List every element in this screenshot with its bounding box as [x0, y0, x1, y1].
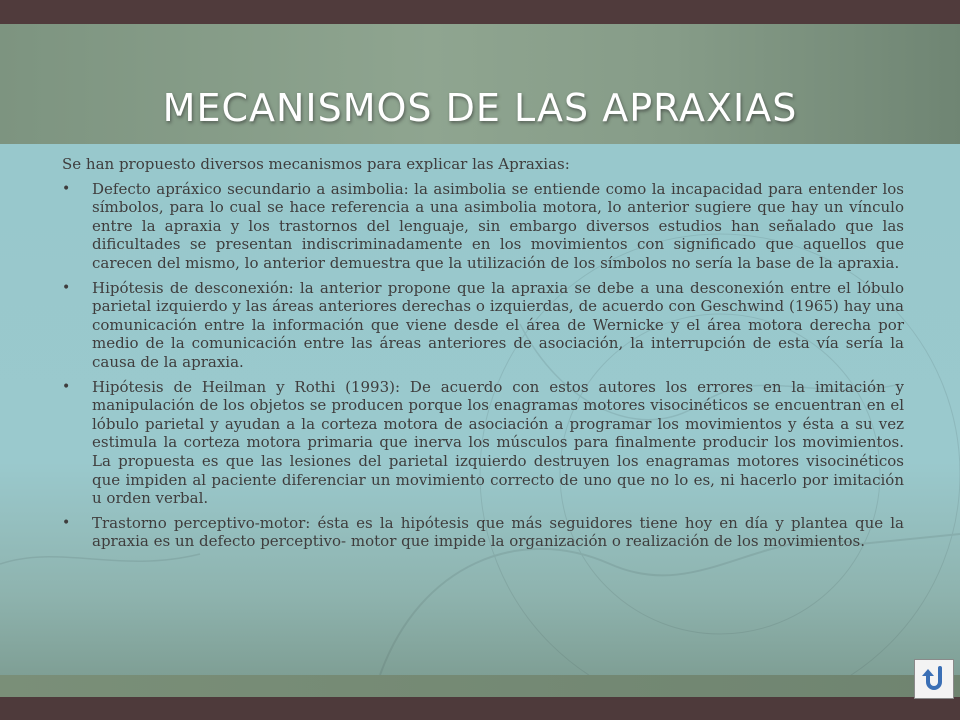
bullet-text: Hipótesis de desconexión: la anterior propone que la apraxia se debe a una desconexión entre el lóbulo parietal izquierdo y las áreas anteriores derechas o izquierdas, de acuerdo con Geschwind (1965) hay una comunicación entre la información que viene desde el área de Wernicke y el área motora derecha por medio de la comunicación entre las áreas anteriores de asociación, la interrupción de esta vía sería la causa de la apraxia.	[92, 278, 904, 371]
slide-title: MECANISMOS DE LAS APRAXIAS	[162, 86, 798, 130]
bullet-text: Hipótesis de Heilman y Rothi (1993): De acuerdo con estos autores los errores en la imitación y manipulación de los objetos se producen porque los enagramas motores visocinéticos se encuentran en el lóbulo parietal y ayudan a la corteza motora de asociación a programar los movimientos y ésta a su vez estimula la corteza motora primaria que inerva los músculos para finalmente producir los movimientos. La propuesta es que las lesiones del parietal izquierdo destruyen los enagramas motores visocinéticos que impiden al paciente diferenciar un movimiento correcto de uno que no lo es, ni hacerlo por imitación u orden verbal.	[92, 377, 904, 508]
bullet-text: Defecto apráxico secundario a asimbolia: la asimbolia se entiende como la incapacidad para entender los símbolos, para lo cual se hace referencia a una asimbolia motora, lo anterior sugiere que hay un vínculo entre la apraxia y los trastornos del lenguaje, sin embargo diversos estudios han señalado que las dificultades se presentan indiscriminadamente en los movimientos con significado que aquellos que carecen del mismo, lo anterior demuestra que la utilización de los símbolos no sería la base de la apraxia.	[92, 179, 904, 272]
footer-accent-strip	[0, 675, 960, 697]
return-arrow-icon	[919, 664, 949, 694]
bullet-icon: •	[62, 180, 71, 197]
intro-text: Se han propuesto diversos mecanismos para explicar las Apraxias:	[62, 155, 570, 173]
top-frame-band	[0, 0, 960, 24]
bullet-list	[62, 180, 904, 551]
bullet-icon: •	[62, 378, 71, 395]
list-item	[62, 514, 904, 551]
bullet-icon: •	[62, 514, 71, 531]
bullet-icon: •	[62, 279, 71, 296]
bullet-text: Trastorno perceptivo-motor: ésta es la hipótesis que más seguidores tiene hoy en día y plantea que la apraxia es un defecto perceptivo- motor que impide la organización o realización de los movimientos.	[92, 513, 904, 551]
bottom-frame-band	[0, 697, 960, 720]
return-button[interactable]	[914, 659, 954, 699]
slide-body	[62, 155, 904, 557]
list-item	[62, 378, 904, 508]
list-item	[62, 279, 904, 372]
list-item	[62, 180, 904, 273]
